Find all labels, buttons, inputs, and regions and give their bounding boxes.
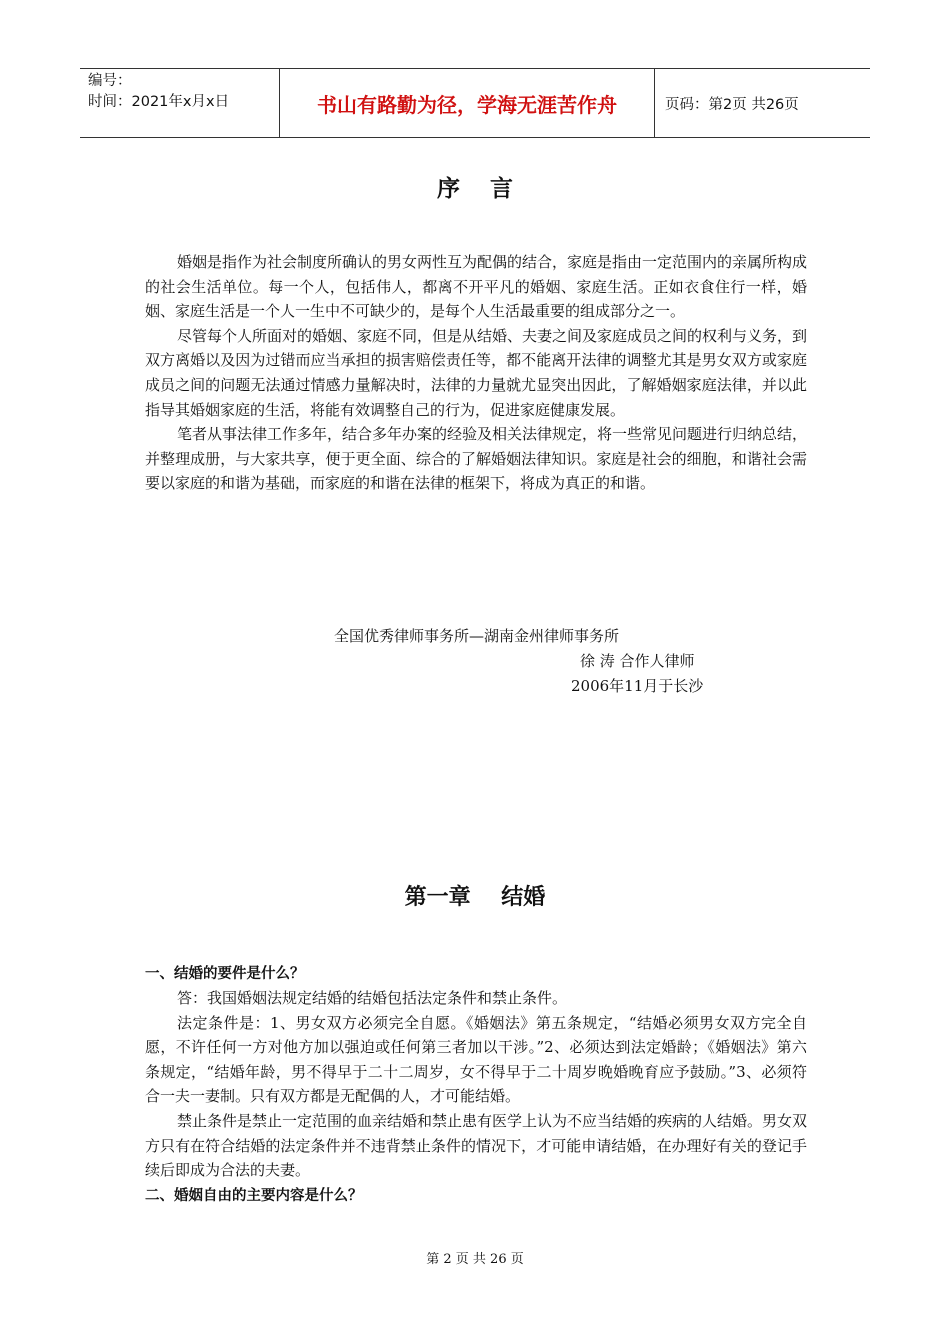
preface-paragraph-3: 笔者从事法律工作多年，结合多年办案的经验及相关法律规定，将一些常见问题进行归纳总结，并整理成册，与大家共享，便于更全面、综合的了解婚姻法律知识。家庭是社会的细胞，和谐社会需要以家庭的和谐为基础，而家庭的和谐在法律的框架下，将成为真正的和谐。 (145, 425, 808, 493)
question-2-heading: 二、婚姻自由的主要内容是什么？ (145, 1188, 363, 1204)
page-header (80, 68, 870, 138)
signature-date: 2006年11月于长沙 (571, 677, 704, 695)
answer-paragraph-3: 禁止条件是禁止一定范围的血亲结婚和禁止患有医学上认为不应当结婚的疾病的人结婚。男女双方只有在符合结婚的法定条件并不违背禁止条件的情况下，才可能申请结婚，在办理好有关的登记手续后即成为合法的夫妻。 (145, 1111, 808, 1180)
preface-body (145, 250, 807, 496)
header-meta (80, 69, 280, 137)
signature-org: 全国优秀律师事务所—湖南金州律师事务所 (334, 627, 620, 645)
header-number-label: 编号： (88, 73, 132, 89)
preface-paragraph-1: 婚姻是指作为社会制度所确认的男女两性互为配偶的结合，家庭是指由一定范围内的亲属所构成的社会生活单位。每一个人，包括伟人，都离不开平凡的婚姻、家庭生活。正如衣食住行一样，婚姻、家庭生活是一个人一生中不可缺少的，是每个人生活最重要的组成部分之一。 (145, 253, 808, 321)
chapter-title: 第一章 结婚 (404, 885, 546, 910)
header-motto: 书山有路勤为径，学海无涯苦作舟 (280, 69, 655, 137)
page-footer: 第 2 页 共 26 页 (426, 1252, 524, 1267)
question-1-heading: 一、结婚的要件是什么？ (145, 966, 305, 982)
answer-paragraph-1: 答：我国婚姻法规定结婚的结婚包括法定条件和禁止条件。 (177, 989, 568, 1007)
signature-name: 徐 涛 合作人律师 (580, 652, 695, 670)
answer-paragraph-2: 法定条件是：1、男女双方必须完全自愿。《婚姻法》第五条规定，“结婚必须男女双方完全自愿，不许任何一方对他方加以强迫或任何第三者加以干涉。”2、必须达到法定婚龄；《婚姻法》第六条规定，“结婚年龄，男不得早于二十二周岁，女不得早于二十周岁晚婚晚育应予鼓励。”3、必须符合一夫一妻制。只有双方都是无配偶的人，才可能结婚。 (145, 1013, 807, 1106)
question-1-body (145, 986, 807, 1183)
preface-title: 序言 (437, 176, 543, 202)
preface-paragraph-2: 尽管每个人所面对的婚姻、家庭不同，但是从结婚、夫妻之间及家庭成员之间的权利与义务，到双方离婚以及因为过错而应当承担的损害赔偿责任等，都不能离开法律的调整尤其是男女双方或家庭成员之间的问题无法通过情感力量解决时，法律的力量就尤显突出因此，了解婚姻家庭法律，并以此指导其婚姻家庭的生活，将能有效调整自己的行为，促进家庭健康发展。 (145, 326, 808, 419)
header-page-info: 页码：第2页 共26页 (665, 96, 799, 113)
header-time-label: 时间：2021年x月x日 (88, 94, 230, 110)
